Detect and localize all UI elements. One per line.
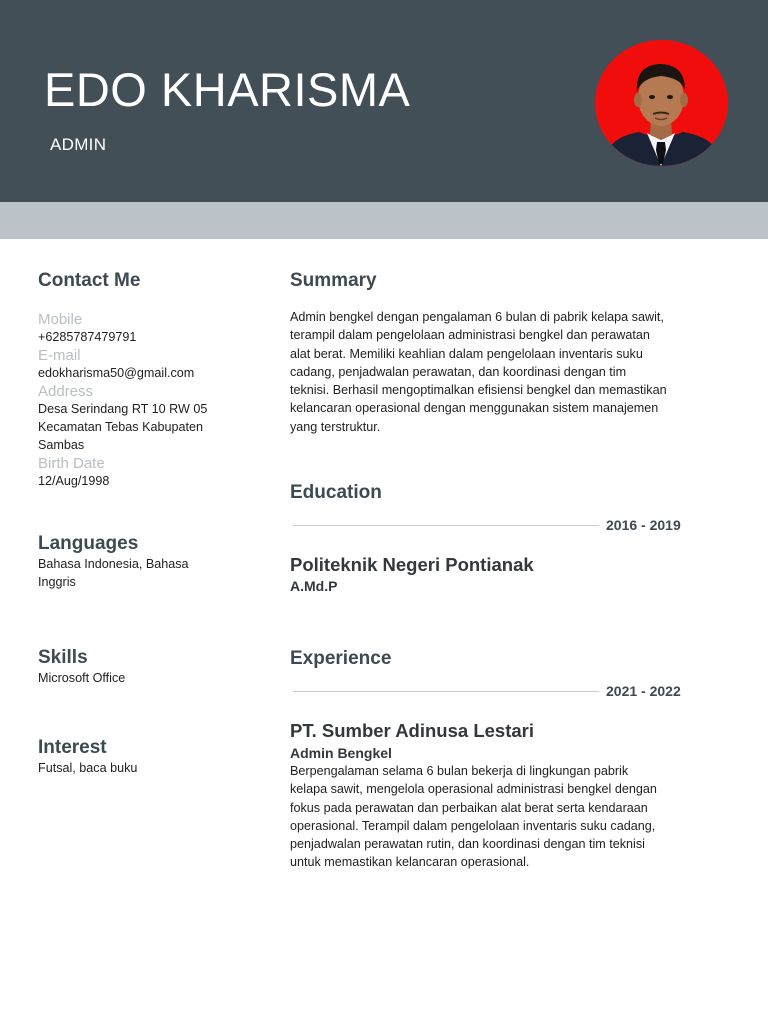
interest-heading: Interest: [38, 737, 107, 758]
education-timeline: [290, 517, 735, 537]
birth-date-label: Birth Date: [38, 455, 105, 472]
experience-line: penjadwalan perawatan rutin, dan koordinasi dengan tim teknisi: [290, 837, 645, 852]
experience-line: kelapa sawit, mengelola operasional administrasi bengkel dengan: [290, 782, 657, 797]
mobile-label: Mobile: [38, 311, 83, 328]
contact-heading: Contact Me: [38, 270, 141, 291]
summary-line: alat berat. Memiliki keahlian dalam pengelolaan inventaris suku: [290, 346, 643, 361]
experience-divider: [293, 691, 599, 692]
education-divider: [293, 525, 599, 526]
address-line-1: Desa Serindang RT 10 RW 05: [38, 402, 208, 416]
person-name: EDO KHARISMA: [44, 63, 411, 116]
summary-line: cadang, penjadwalan perawatan, dan koordinasi dengan tim: [290, 364, 627, 379]
interest-value: Futsal, baca buku: [38, 761, 138, 775]
experience-heading: Experience: [290, 648, 392, 669]
experience-section: [290, 648, 735, 870]
degree: A.Md.P: [290, 578, 338, 594]
education-years: 2016 - 2019: [606, 517, 681, 533]
languages-heading: Languages: [38, 533, 139, 554]
education-heading: Education: [290, 482, 382, 503]
email-value: edokharisma50@gmail.com: [38, 366, 195, 380]
languages-line-2: Inggris: [38, 575, 76, 589]
profile-photo: [595, 40, 728, 166]
sidebar: [38, 270, 258, 777]
person-role: ADMIN: [50, 135, 107, 154]
experience-timeline: [290, 683, 735, 703]
summary-heading: Summary: [290, 270, 377, 291]
address-line-2: Kecamatan Tebas Kabupaten: [38, 420, 204, 434]
languages-line-1: Bahasa Indonesia, Bahasa: [38, 557, 189, 571]
email-label: E-mail: [38, 347, 81, 364]
skills-value: Microsoft Office: [38, 671, 126, 685]
experience-line: Berpengalaman selama 6 bulan bekerja di lingkungan pabrik: [290, 764, 629, 778]
summary-text: [290, 308, 735, 436]
company-name: PT. Sumber Adinusa Lestari: [290, 720, 534, 741]
experience-line: untuk memastikan kelancaran operasional.: [290, 855, 530, 870]
experience-line: operasional. Terampil dalam pengelolaan inventaris suku cadang,: [290, 818, 656, 833]
skills-heading: Skills: [38, 647, 88, 668]
education-section: [290, 482, 735, 594]
school-name: Politeknik Negeri Pontianak: [290, 554, 534, 575]
birth-date-value: 12/Aug/1998: [38, 474, 110, 488]
profile-photo-illustration: [595, 40, 728, 166]
position-title: Admin Bengkel: [290, 745, 392, 761]
mobile-value: +6285787479791: [38, 330, 137, 344]
summary-line: Admin bengkel dengan pengalaman 6 bulan di pabrik kelapa sawit,: [290, 310, 664, 324]
summary-line: terampil dalam pengelolaan administrasi bengkel dan perawatan: [290, 328, 650, 343]
summary-line: yang terstruktur.: [290, 419, 381, 434]
address-label: Address: [38, 383, 94, 400]
experience-text: [290, 762, 735, 872]
summary-line: teknisi. Berhasil mengoptimalkan efisiensi bengkel dan memastikan: [290, 383, 667, 398]
main-column: [290, 270, 735, 870]
experience-years: 2021 - 2022: [606, 683, 681, 699]
summary-line: kelancaran operasional dengan menggunakan sistem manajemen: [290, 401, 659, 416]
header-accent-band: [0, 202, 768, 239]
address-line-3: Sambas: [38, 438, 85, 452]
experience-line: fokus pada perawatan dan perbaikan alat berat serta kendaraan: [290, 800, 648, 815]
